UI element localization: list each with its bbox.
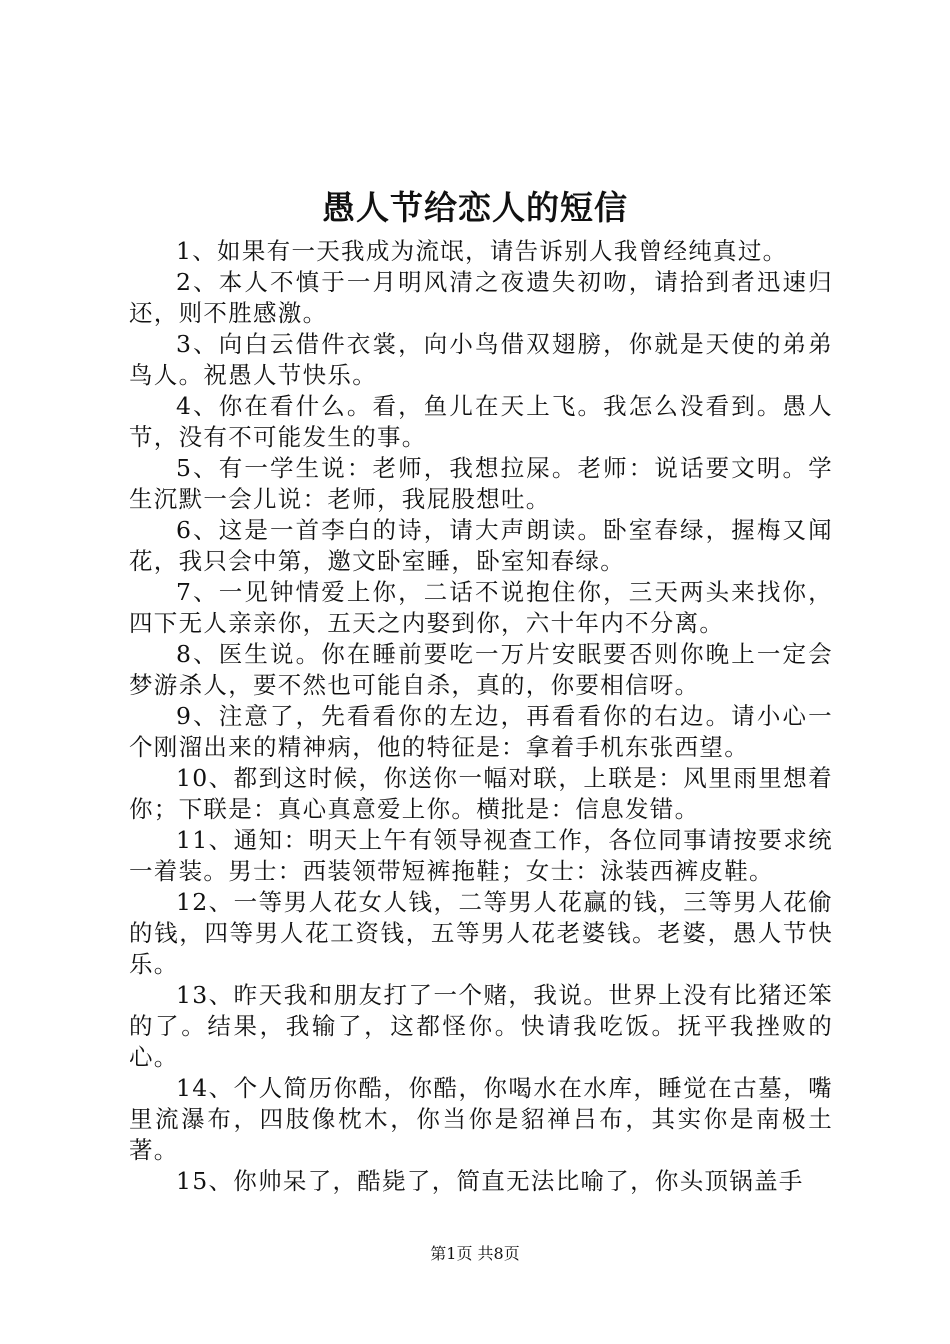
paragraph-12: 12、一等男人花女人钱，二等男人花赢的钱，三等男人花偷的钱，四等男人花工资钱，五等男人花老婆钱。老婆，愚人节快乐。: [129, 888, 833, 978]
page-footer: 第1页 共8页: [430, 1244, 520, 1263]
paragraph-11: 11、通知：明天上午有领导视查工作，各位同事请按要求统一着装。男士：西装领带短裤拖鞋；女士：泳装西裤皮鞋。: [129, 826, 833, 885]
document-body: [129, 236, 833, 1197]
paragraph-15: 15、你帅呆了，酷毙了，简直无法比喻了，你头顶锅盖手: [176, 1167, 804, 1195]
paragraph-3: 3、向白云借件衣裳，向小鸟借双翅膀，你就是天使的弟弟鸟人。祝愚人节快乐。: [129, 330, 833, 389]
paragraph-14: 14、个人简历你酷，你酷，你喝水在水库，睡觉在古墓，嘴里流瀑布，四肢像枕木，你当你是貂禅吕布，其实你是南极土著。: [129, 1074, 833, 1164]
paragraph-1: 1、如果有一天我成为流氓，请告诉别人我曾经纯真过。: [176, 237, 788, 265]
paragraph-7: 7、一见钟情爱上你，二话不说抱住你，三天两头来找你，四下无人亲亲你，五天之内娶到你，六十年内不分离。: [129, 578, 833, 637]
paragraph-5: 5、有一学生说：老师，我想拉屎。老师：说话要文明。学生沉默一会儿说：老师，我屁股想吐。: [129, 454, 833, 513]
paragraph-10: 10、都到这时候，你送你一幅对联，上联是：风里雨里想着你；下联是：真心真意爱上你。横批是：信息发错。: [129, 764, 833, 823]
paragraph-4: 4、你在看什么。看，鱼儿在天上飞。我怎么没看到。愚人节，没有不可能发生的事。: [129, 392, 833, 451]
document-title: 愚人节给恋人的短信: [322, 188, 628, 227]
paragraph-13: 13、昨天我和朋友打了一个赌，我说。世界上没有比猪还笨的了。结果，我输了，这都怪你。快请我吃饭。抚平我挫败的心。: [129, 981, 833, 1071]
paragraph-6: 6、这是一首李白的诗，请大声朗读。卧室春绿，握梅又闻花，我只会中第，邀文卧室睡，卧室知春绿。: [129, 516, 833, 575]
paragraph-8: 8、医生说。你在睡前要吃一万片安眠要否则你晚上一定会梦游杀人，要不然也可能自杀，真的，你要相信呀。: [129, 640, 833, 699]
paragraph-2: 2、本人不慎于一月明风清之夜遗失初吻，请拾到者迅速归还，则不胜感激。: [129, 268, 833, 327]
paragraph-9: 9、注意了，先看看你的左边，再看看你的右边。请小心一个刚溜出来的精神病，他的特征是：拿着手机东张西望。: [129, 702, 833, 761]
